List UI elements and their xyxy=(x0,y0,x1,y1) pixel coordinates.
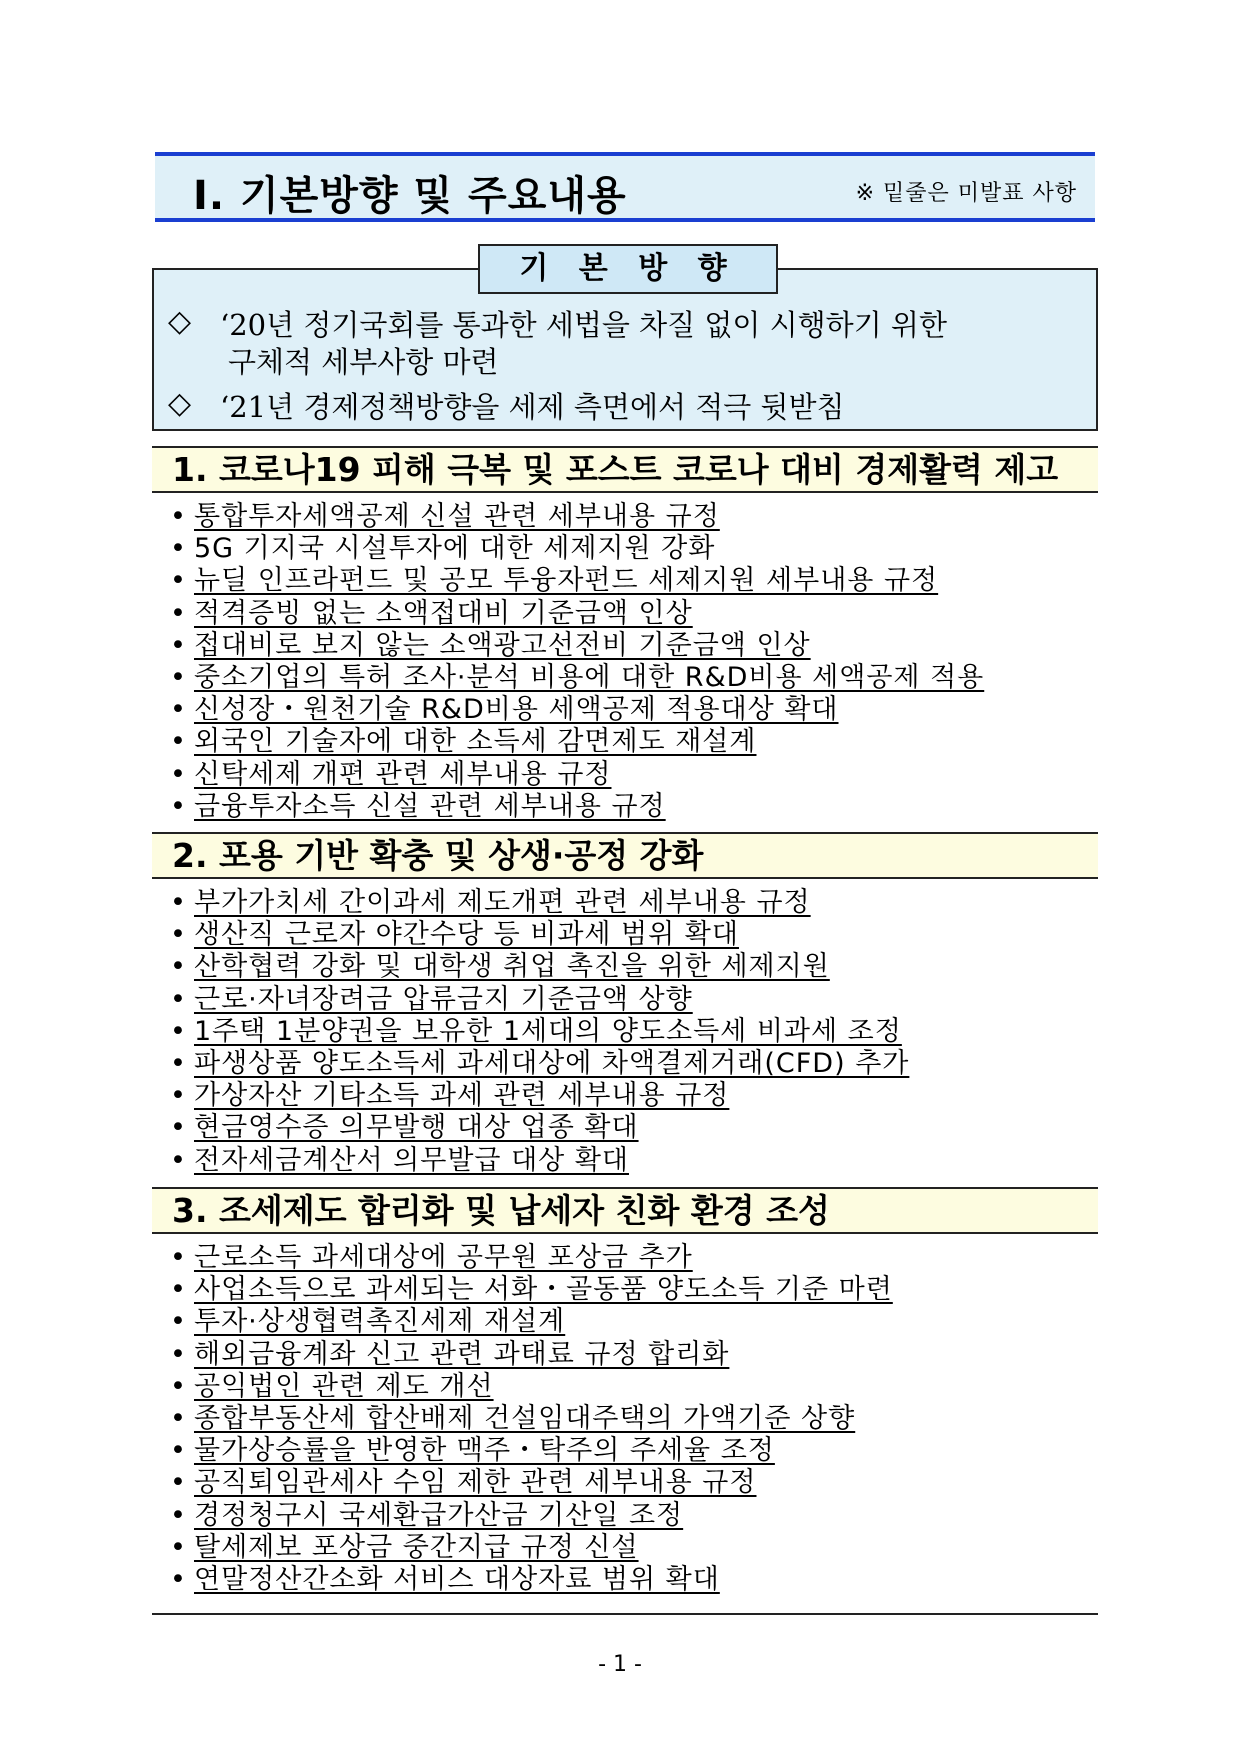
list-item-text: 파생상품 양도소득세 과세대상에 차액결제거래(CFD) 추가 xyxy=(194,1048,910,1079)
list-item-text: 현금영수증 의무발행 대상 업종 확대 xyxy=(194,1112,639,1144)
list-item-text: 신성장・원천기술 R&D비용 세액공제 적용대상 확대 xyxy=(194,694,839,726)
list-item-text: 물가상승률을 반영한 맥주・탁주의 주세율 조정 xyxy=(194,1435,775,1467)
bottom-divider xyxy=(152,1613,1098,1615)
list-item xyxy=(170,1048,909,1080)
list-item xyxy=(170,694,839,726)
list-item xyxy=(170,1403,855,1435)
list-item-text: 금융투자소득 신설 관련 세부내용 규정 xyxy=(194,790,666,822)
list-item-text: 외국인 기술자에 대한 소득세 감면제도 재설계 xyxy=(194,726,757,758)
bullet-icon: • xyxy=(170,983,186,1015)
bullet-icon: • xyxy=(170,1306,186,1338)
bullet-icon: • xyxy=(170,1403,186,1434)
list-item-text: 접대비로 보지 않는 소액광고선전비 기준금액 인상 xyxy=(194,629,811,661)
bullet-icon: • xyxy=(170,1080,186,1112)
bullet-icon: • xyxy=(170,1531,186,1563)
bullet-icon: • xyxy=(170,1338,186,1370)
list-item xyxy=(170,1467,756,1499)
page-number: - 1 - xyxy=(598,1652,642,1677)
bullet-icon: • xyxy=(170,1048,186,1079)
bullet-icon: • xyxy=(170,662,186,693)
list-item xyxy=(170,1145,629,1177)
list-item-text: 부가가치세 간이과세 제도개편 관련 세부내용 규정 xyxy=(194,887,811,918)
list-item xyxy=(170,759,611,791)
list-item xyxy=(170,565,938,597)
bullet-icon: • xyxy=(170,1274,186,1306)
list-item-text: 생산직 근로자 야간수당 등 비과세 범위 확대 xyxy=(194,919,739,951)
list-item xyxy=(170,1564,720,1596)
diamond-icon: ◇ xyxy=(168,386,192,421)
bullet-icon: • xyxy=(170,629,186,661)
list-item-text: 공익법인 관련 제도 개선 xyxy=(194,1370,494,1402)
list-item-text: 근로소득 과세대상에 공무원 포상금 추가 xyxy=(194,1242,693,1273)
list-item xyxy=(170,533,715,565)
basic-direction-label: 기 본 방 향 xyxy=(478,244,778,294)
bullet-icon: • xyxy=(170,726,186,758)
list-item xyxy=(170,630,811,662)
bullet-icon: • xyxy=(170,1112,186,1144)
list-item xyxy=(170,1242,693,1274)
list-item xyxy=(170,951,830,983)
title-note: ※ 밑줄은 미발표 사항 xyxy=(855,181,1077,206)
list-item xyxy=(170,726,756,758)
bullet-icon: • xyxy=(170,565,186,597)
section-heading: 1. 코로나19 피해 극복 및 포스트 코로나 대비 경제활력 제고 xyxy=(152,446,1098,493)
list-item-text: 해외금융계좌 신고 관련 과태료 규정 합리화 xyxy=(194,1338,730,1370)
list-item-text: 가상자산 기타소득 과세 관련 세부내용 규정 xyxy=(194,1080,730,1112)
list-item xyxy=(170,1371,494,1403)
list-item-text: 통합투자세액공제 신설 관련 세부내용 규정 xyxy=(194,501,720,532)
list-item-text: 연말정산간소화 서비스 대상자료 범위 확대 xyxy=(194,1564,720,1595)
section-title-bar xyxy=(155,152,1095,222)
bullet-icon: • xyxy=(170,1015,186,1047)
list-item xyxy=(170,887,811,919)
list-item-text: 탈세제보 포상금 중간지급 규정 신설 xyxy=(194,1531,639,1563)
list-item-text: 종합부동산세 합산배제 건설임대주택의 가액기준 상향 xyxy=(194,1403,856,1434)
bullet-icon: • xyxy=(170,1435,186,1467)
bullet-icon: • xyxy=(170,533,186,565)
list-item-text: 적격증빙 없는 소액접대비 기준금액 인상 xyxy=(194,597,693,629)
list-item xyxy=(170,1435,775,1467)
page-title: Ⅰ. 기본방향 및 주요내용 xyxy=(193,173,627,219)
list-item xyxy=(170,1339,729,1371)
list-item-text: 신탁세제 개편 관련 세부내용 규정 xyxy=(194,758,612,790)
list-item-text: 전자세금계산서 의무발급 대상 확대 xyxy=(194,1144,629,1176)
bullet-icon: • xyxy=(170,597,186,629)
bullet-icon: • xyxy=(170,790,186,822)
list-item xyxy=(170,1274,893,1306)
section-heading: 3. 조세제도 합리화 및 납세자 친화 환경 조성 xyxy=(152,1187,1098,1234)
bullet-icon: • xyxy=(170,951,186,983)
list-item xyxy=(170,662,984,694)
bullet-icon: • xyxy=(170,1242,186,1273)
basic-item-1-line-2: 구체적 세부사항 마련 xyxy=(228,345,499,379)
diamond-icon: ◇ xyxy=(168,304,192,339)
list-item xyxy=(170,1080,729,1112)
list-item-text: 뉴딜 인프라펀드 및 공모 투융자펀드 세제지원 세부내용 규정 xyxy=(194,565,939,597)
list-item-text: 사업소득으로 과세되는 서화・골동품 양도소득 기준 마련 xyxy=(194,1274,893,1306)
bullet-icon: • xyxy=(170,887,186,918)
list-item xyxy=(170,1016,902,1048)
list-item xyxy=(170,501,720,533)
list-item-text: 경정청구시 국세환급가산금 기산일 조정 xyxy=(194,1499,684,1531)
list-item xyxy=(170,1306,565,1338)
bullet-icon: • xyxy=(170,919,186,951)
list-item-text: 산학협력 강화 및 대학생 취업 촉진을 위한 세제지원 xyxy=(194,951,830,983)
list-item-text: 5G 기지국 시설투자에 대한 세제지원 강화 xyxy=(194,533,716,565)
list-item xyxy=(170,1532,639,1564)
list-item xyxy=(170,791,666,823)
list-item-text: 투자·상생협력촉진세제 재설계 xyxy=(194,1306,566,1338)
bullet-icon: • xyxy=(170,1370,186,1402)
bullet-icon: • xyxy=(170,694,186,726)
list-item-text: 근로·자녀장려금 압류금지 기준금액 상향 xyxy=(194,983,693,1015)
bullet-icon: • xyxy=(170,1144,186,1176)
list-item xyxy=(170,984,693,1016)
list-item xyxy=(170,1500,683,1532)
list-item-text: 공직퇴임관세사 수임 제한 관련 세부내용 규정 xyxy=(194,1467,757,1499)
list-item xyxy=(170,598,693,630)
list-item-text: 중소기업의 특허 조사·분석 비용에 대한 R&D비용 세액공제 적용 xyxy=(194,662,985,693)
bullet-icon: • xyxy=(170,758,186,790)
list-item xyxy=(170,1112,639,1144)
bullet-icon: • xyxy=(170,1564,186,1595)
bullet-icon: • xyxy=(170,1499,186,1531)
bullet-icon: • xyxy=(170,1467,186,1499)
section-heading: 2. 포용 기반 확충 및 상생·공정 강화 xyxy=(152,832,1098,879)
basic-item-2: ‘21년 경제정책방향을 세제 측면에서 적극 뒷받침 xyxy=(220,390,845,424)
list-item-text: 1주택 1분양권을 보유한 1세대의 양도소득세 비과세 조정 xyxy=(194,1015,902,1047)
bullet-icon: • xyxy=(170,501,186,532)
list-item xyxy=(170,919,739,951)
basic-item-1-line-1: ‘20년 정기국회를 통과한 세법을 차질 없이 시행하기 위한 xyxy=(220,308,947,342)
